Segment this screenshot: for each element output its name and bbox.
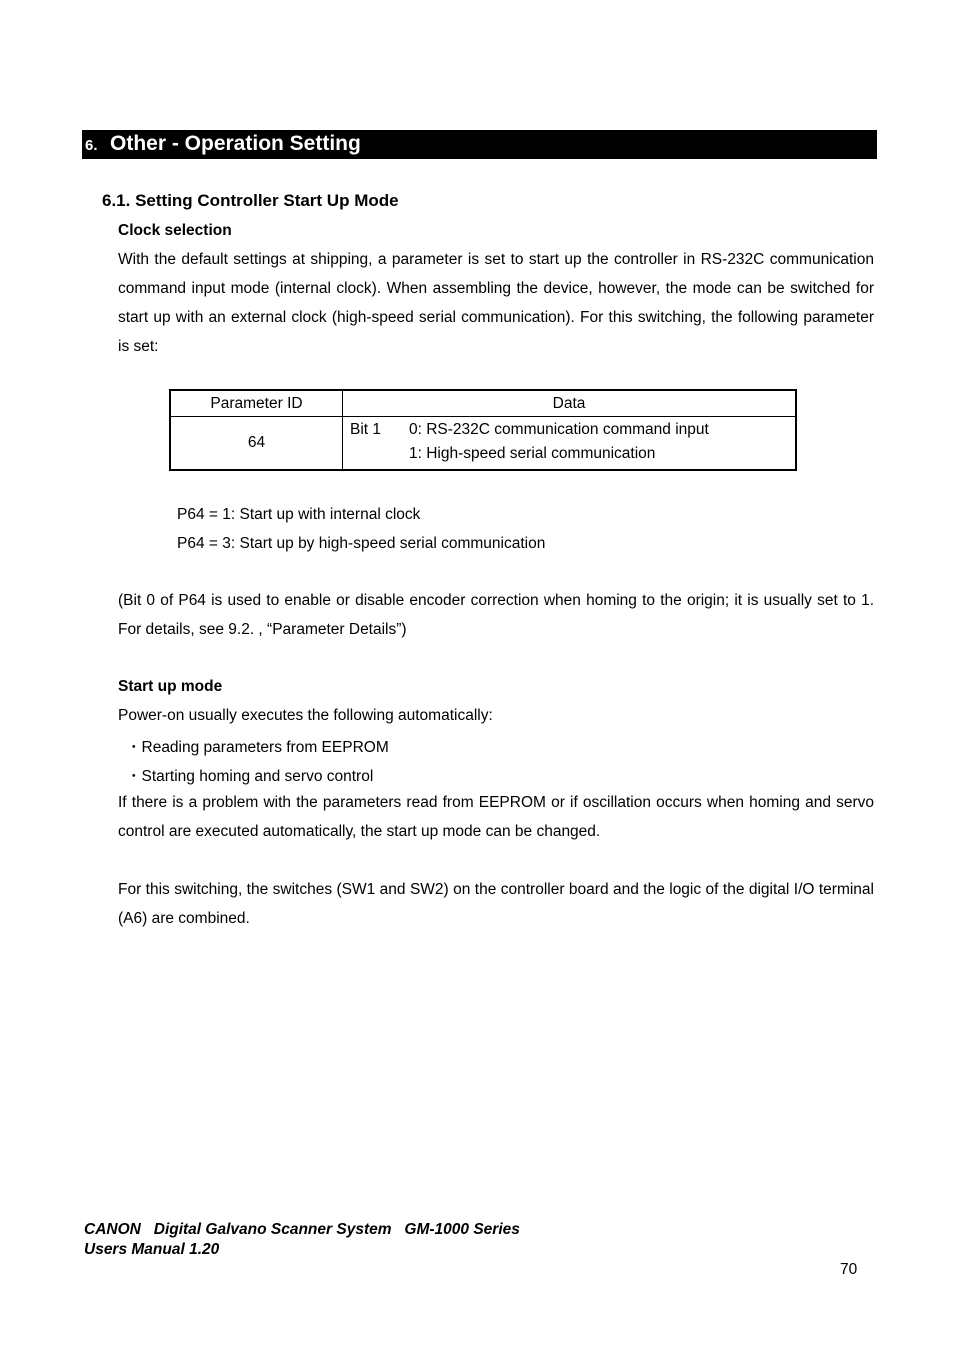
page-number: 70 bbox=[840, 1261, 858, 1278]
startup-mode-heading: Start up mode bbox=[118, 678, 223, 695]
parameter-id-cell: 64 bbox=[170, 417, 343, 471]
bullet-item: ・Starting homing and servo control bbox=[126, 768, 374, 785]
chapter-number: 6. bbox=[85, 137, 98, 154]
startup-mode-paragraph-2: For this switching, the switches (SW1 and SW2) on the controller board and the logic of the digital I/O terminal (A6) are combined. bbox=[118, 881, 874, 927]
footer-product-line: CANON Digital Galvano Scanner System GM-1000 Series bbox=[84, 1221, 520, 1238]
footer-manual-version: Users Manual 1.20 bbox=[84, 1241, 220, 1258]
startup-mode-paragraph-1: If there is a problem with the parameters read from EEPROM or if oscillation occurs when homing and servo control are executed automatically, the start up mode can be changed. bbox=[118, 794, 874, 840]
option-0: 0: RS-232C communication command input bbox=[409, 421, 709, 438]
parameter-data-cell bbox=[343, 417, 797, 471]
chapter-heading-bar bbox=[82, 130, 877, 159]
p64-value-1: P64 = 1: Start up with internal clock bbox=[177, 506, 421, 523]
clock-selection-heading: Clock selection bbox=[118, 222, 232, 239]
chapter-title: Other - Operation Setting bbox=[110, 132, 361, 155]
section-title: 6.1. Setting Controller Start Up Mode bbox=[102, 191, 399, 210]
table-row bbox=[170, 417, 796, 471]
option-1: 1: High-speed serial communication bbox=[409, 445, 656, 462]
header-data: Data bbox=[343, 390, 797, 417]
header-parameter-id: Parameter ID bbox=[170, 390, 343, 417]
bullet-item: ・Reading parameters from EEPROM bbox=[126, 739, 389, 756]
clock-selection-paragraph: With the default settings at shipping, a parameter is set to start up the controller in RS-232C communication command input mode (internal clock). When assembling the device, however, the mode can be switched for start up with an external clock (high-speed serial communication). For this switching, the following parameter is set: bbox=[118, 251, 874, 355]
table-header-row bbox=[170, 390, 796, 417]
startup-mode-intro: Power-on usually executes the following automatically: bbox=[118, 707, 493, 724]
bit-label: Bit 1 bbox=[350, 421, 382, 438]
p64-value-3: P64 = 3: Start up by high-speed serial communication bbox=[177, 535, 546, 552]
bit0-note: (Bit 0 of P64 is used to enable or disable encoder correction when homing to the origin; it is usually set to 1. For details, see 9.2. , “Parameter Details”) bbox=[118, 592, 874, 638]
parameter-table bbox=[169, 389, 797, 471]
